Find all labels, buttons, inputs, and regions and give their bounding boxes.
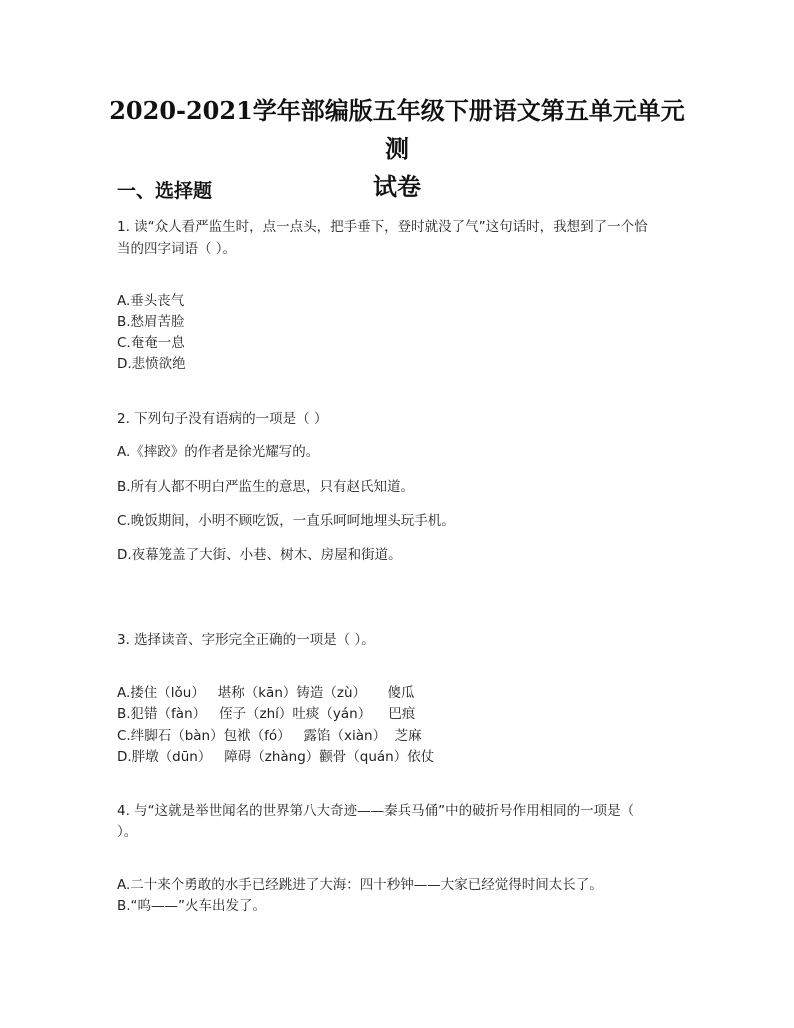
title-line-2: 试卷 <box>373 172 421 201</box>
q3-option-c: C.绊脚石（bàn）包袱（fó） 露馅（xiàn） 芝麻 <box>117 728 422 744</box>
q4-option-a: A.二十来个勇敢的水手已经跳进了大海：四十秒钟——大家已经觉得时间太长了。 <box>117 877 603 893</box>
q2-option-c: C.晚饭期间，小明不顾吃饭，一直乐呵呵地埋头玩手机。 <box>117 513 455 529</box>
q1-stem-line-1: 1. 读“众人看严监生时，点一点头，把手垂下，登时就没了气”这句话时，我想到了一个恰 <box>117 219 648 235</box>
q4-stem-line-2: ）。 <box>117 824 138 840</box>
q2-option-d: D.夜幕笼盖了大街、小巷、树木、房屋和街道。 <box>117 547 402 563</box>
q1-option-b: B.愁眉苦脸 <box>117 314 185 330</box>
q3-option-d: D.胖墩（dūn） 障碍（zhàng）颧骨（quán）依仗 <box>117 749 435 765</box>
q1-option-c: C.奄奄一息 <box>117 335 185 351</box>
q3-stem: 3. 选择读音、字形完全正确的一项是（ ）。 <box>117 632 375 648</box>
q3-option-a: A.搂住（lǒu） 堪称（kān）铸造（zù） 傻瓜 <box>117 685 415 701</box>
title-line-1: 2020-2021学年部编版五年级下册语文第五单元单元测 <box>109 96 685 163</box>
q2-stem: 2. 下列句子没有语病的一项是（ ） <box>117 411 328 427</box>
q2-option-a: A.《摔跤》的作者是徐光耀写的。 <box>117 444 320 460</box>
q3-option-b: B.犯错（fàn） 侄子（zhí）吐痰（yán） 巴痕 <box>117 706 416 722</box>
q4-stem-line-1: 4. 与“这就是举世闻名的世界第八大奇迹——秦兵马俑”中的破折号作用相同的一项是（ <box>117 803 635 819</box>
q1-stem-line-2: 当的四字词语（ ）。 <box>117 241 237 257</box>
q1-option-a: A.垂头丧气 <box>117 293 185 309</box>
q4-option-b: B.“呜——”火车出发了。 <box>117 898 267 914</box>
q1-option-d: D.悲愤欲绝 <box>117 356 186 372</box>
q2-option-b: B.所有人都不明白严监生的意思，只有赵氏知道。 <box>117 479 415 495</box>
section-heading: 一、选择题 <box>117 180 213 202</box>
